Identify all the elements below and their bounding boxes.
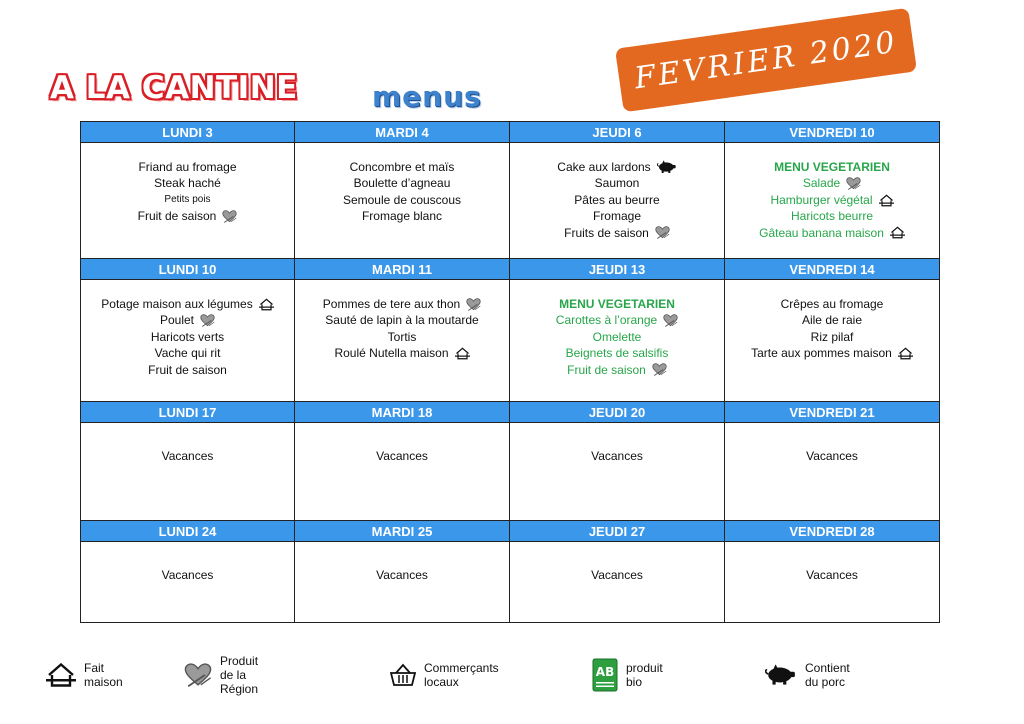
menu-item bbox=[811, 329, 854, 345]
menu-item bbox=[770, 192, 893, 208]
day-menu bbox=[510, 542, 724, 622]
menu-item-text: Steak haché bbox=[154, 176, 221, 191]
day-menu bbox=[725, 280, 939, 401]
day-header: JEUDI 20 bbox=[510, 402, 724, 423]
menu-item bbox=[556, 312, 678, 328]
menu-item bbox=[334, 345, 469, 361]
legend-item bbox=[592, 658, 663, 692]
region-heart-icon bbox=[655, 225, 670, 240]
day-cell bbox=[295, 402, 510, 520]
day-cell bbox=[725, 521, 939, 622]
day-cell bbox=[510, 259, 725, 401]
menu-type-label bbox=[774, 159, 890, 175]
day-menu bbox=[725, 542, 939, 622]
menu-item bbox=[802, 312, 862, 328]
day-header: VENDREDI 14 bbox=[725, 259, 939, 280]
day-menu bbox=[81, 423, 294, 520]
legend-item bbox=[390, 658, 499, 692]
house-icon bbox=[259, 297, 274, 312]
menu-item bbox=[751, 345, 913, 361]
menu-item-text: Fruit de saison bbox=[137, 209, 217, 224]
menu-item bbox=[164, 192, 210, 208]
day-cell bbox=[81, 521, 295, 622]
menu-item-text: Vacances bbox=[161, 568, 214, 582]
organic-ab-icon bbox=[592, 658, 618, 692]
menu-item-text: Saumon bbox=[594, 176, 640, 191]
menu-item bbox=[566, 345, 669, 361]
day-menu bbox=[81, 143, 294, 258]
menu-item-text: Vacances bbox=[376, 449, 428, 463]
menu-item-text: Fruit de saison bbox=[567, 362, 646, 377]
menu-item-text: Friand au fromage bbox=[138, 160, 237, 174]
month-label: FEVRIER 2020 bbox=[632, 24, 900, 96]
menu-item-text: Pommes de tere aux thon bbox=[322, 297, 461, 311]
menu-item-text: Vacances bbox=[806, 568, 858, 582]
day-header: JEUDI 6 bbox=[510, 122, 724, 143]
menu-item bbox=[806, 448, 858, 464]
pig-icon bbox=[765, 664, 797, 686]
region-heart-icon bbox=[466, 297, 481, 312]
month-badge bbox=[615, 8, 917, 113]
legend-label: Contient du porc bbox=[805, 661, 850, 689]
menu-item-text: Crêpes au fromage bbox=[780, 297, 884, 311]
day-menu bbox=[81, 280, 294, 401]
day-cell bbox=[725, 122, 939, 258]
menu-calendar-grid bbox=[80, 121, 940, 623]
legend-label: Fait maison bbox=[84, 661, 123, 689]
menu-item-text: Haricots verts bbox=[150, 329, 225, 344]
day-cell bbox=[295, 122, 510, 258]
menu-item bbox=[155, 345, 221, 361]
menu-item-text: Concombre et maïs bbox=[349, 160, 455, 174]
menu-item-text: Beignets de salsifis bbox=[565, 346, 669, 361]
menu-item-text: Haricots beurre bbox=[790, 209, 874, 224]
day-cell bbox=[725, 402, 939, 520]
menu-item bbox=[781, 296, 884, 312]
menu-item bbox=[138, 208, 238, 224]
day-header: JEUDI 13 bbox=[510, 259, 724, 280]
menu-item-text: Tarte aux pommes maison bbox=[751, 346, 892, 361]
page-title: A LA CANTINE bbox=[50, 70, 298, 106]
region-heart-icon bbox=[652, 362, 667, 377]
day-header: MARDI 18 bbox=[295, 402, 509, 423]
day-header: MARDI 4 bbox=[295, 122, 509, 143]
day-menu bbox=[510, 423, 724, 520]
menu-item bbox=[593, 208, 641, 224]
region-heart-icon bbox=[200, 313, 215, 328]
menu-item-text: Cake aux lardons bbox=[557, 160, 651, 174]
menu-item-text: Semoule de couscous bbox=[342, 192, 462, 207]
menu-item-text: MENU VEGETARIEN bbox=[559, 297, 675, 311]
menu-item-text: Tortis bbox=[387, 329, 417, 344]
menu-item bbox=[162, 448, 214, 464]
week-row bbox=[81, 401, 939, 520]
week-row bbox=[81, 520, 939, 622]
menu-item bbox=[162, 567, 214, 583]
day-cell bbox=[81, 402, 295, 520]
page-subtitle: menus bbox=[372, 80, 482, 113]
menu-item bbox=[791, 208, 873, 224]
menu-item bbox=[151, 329, 224, 345]
legend-item bbox=[46, 658, 123, 692]
menu-item-text: Carottes à l’orange bbox=[555, 313, 658, 328]
day-cell bbox=[81, 259, 295, 401]
menu-item-text: Vacances bbox=[591, 568, 643, 582]
day-menu bbox=[510, 280, 724, 401]
day-menu bbox=[510, 143, 724, 258]
menu-item bbox=[376, 448, 428, 464]
day-header: LUNDI 17 bbox=[81, 402, 294, 423]
menu-item bbox=[101, 296, 273, 312]
menu-item bbox=[376, 567, 428, 583]
menu-item bbox=[564, 225, 670, 241]
day-menu bbox=[295, 280, 509, 401]
day-header: JEUDI 27 bbox=[510, 521, 724, 542]
menu-item-text: Vacances bbox=[806, 449, 858, 463]
week-row bbox=[81, 122, 939, 258]
pig-icon bbox=[657, 160, 677, 174]
region-heart-icon bbox=[222, 209, 237, 224]
menu-item-text: Roulé Nutella maison bbox=[334, 346, 449, 361]
menu-item bbox=[138, 159, 236, 175]
menu-item bbox=[574, 192, 659, 208]
day-header: LUNDI 24 bbox=[81, 521, 294, 542]
day-cell bbox=[295, 521, 510, 622]
menu-item bbox=[591, 567, 643, 583]
house-icon bbox=[455, 346, 470, 361]
basket-icon bbox=[390, 663, 416, 687]
menu-item-text: Hamburger végétal bbox=[770, 192, 873, 207]
menu-type-label bbox=[559, 296, 675, 312]
day-menu bbox=[295, 542, 509, 622]
day-header: LUNDI 10 bbox=[81, 259, 294, 280]
day-cell bbox=[510, 402, 725, 520]
menu-item-text: Pâtes au beurre bbox=[574, 192, 660, 207]
legend-label: produit bio bbox=[626, 661, 663, 689]
week-row bbox=[81, 258, 939, 401]
house-icon bbox=[46, 663, 76, 687]
region-heart-icon bbox=[184, 662, 212, 688]
menu-item bbox=[388, 329, 417, 345]
legend-label: Produit de la Région bbox=[220, 654, 259, 696]
day-header: VENDREDI 10 bbox=[725, 122, 939, 143]
menu-item bbox=[806, 567, 858, 583]
menu-item-text: Vache qui rit bbox=[154, 346, 221, 361]
menu-item bbox=[591, 448, 643, 464]
svg-text:AB: AB bbox=[595, 665, 615, 679]
menu-item bbox=[160, 312, 215, 328]
menu-item-text: Omelette bbox=[592, 329, 642, 344]
menu-item bbox=[323, 296, 481, 312]
day-cell bbox=[295, 259, 510, 401]
menu-item-text: Poulet bbox=[159, 313, 195, 328]
menu-item-text: Potage maison aux légumes bbox=[101, 297, 253, 311]
menu-item bbox=[759, 225, 905, 241]
menu-item bbox=[148, 362, 227, 378]
day-header: VENDREDI 28 bbox=[725, 521, 939, 542]
menu-item bbox=[593, 329, 642, 345]
menu-item-text: Fromage bbox=[592, 209, 642, 224]
house-icon bbox=[890, 225, 905, 240]
menu-item bbox=[154, 175, 221, 191]
menu-item-text: Sauté de lapin à la moutarde bbox=[325, 313, 479, 328]
house-icon bbox=[898, 346, 913, 361]
menu-item-text: Vacances bbox=[376, 568, 428, 582]
day-menu bbox=[295, 143, 509, 258]
menu-item-text: Petits pois bbox=[164, 193, 211, 205]
day-cell bbox=[81, 122, 295, 258]
day-menu bbox=[725, 143, 939, 258]
menu-item bbox=[354, 175, 451, 191]
menu-item-text: Vacances bbox=[161, 449, 214, 463]
menu-item bbox=[343, 192, 461, 208]
day-header: VENDREDI 21 bbox=[725, 402, 939, 423]
legend-item bbox=[184, 654, 259, 696]
day-menu bbox=[295, 423, 509, 520]
menu-item bbox=[557, 159, 676, 175]
menu-item bbox=[350, 159, 455, 175]
menu-item-text: Salade bbox=[802, 176, 841, 191]
day-header: MARDI 11 bbox=[295, 259, 509, 280]
house-icon bbox=[879, 193, 894, 208]
menu-item-text: Aile de raie bbox=[801, 313, 863, 328]
menu-item-text: Boulette d’agneau bbox=[353, 176, 451, 191]
legend-label: Commerçants locaux bbox=[424, 661, 499, 689]
region-heart-icon bbox=[846, 176, 861, 191]
menu-item bbox=[325, 312, 478, 328]
menu-item bbox=[803, 175, 861, 191]
region-heart-icon bbox=[663, 313, 678, 328]
day-header: LUNDI 3 bbox=[81, 122, 294, 143]
menu-item bbox=[595, 175, 640, 191]
menu-item-text: Vacances bbox=[591, 449, 643, 463]
day-cell bbox=[725, 259, 939, 401]
menu-item-text: MENU VEGETARIEN bbox=[774, 160, 890, 174]
day-header: MARDI 25 bbox=[295, 521, 509, 542]
menu-item bbox=[567, 362, 667, 378]
menu-item-text: Fruit de saison bbox=[148, 362, 227, 377]
day-menu bbox=[725, 423, 939, 520]
day-cell bbox=[510, 122, 725, 258]
menu-item-text: Riz pilaf bbox=[810, 329, 854, 344]
day-menu bbox=[81, 542, 294, 622]
menu-item-text: Fruits de saison bbox=[564, 225, 649, 240]
menu-item bbox=[362, 208, 442, 224]
menu-item-text: Gâteau banana maison bbox=[759, 225, 884, 240]
day-cell bbox=[510, 521, 725, 622]
legend-item bbox=[765, 658, 850, 692]
menu-item-text: Fromage blanc bbox=[361, 209, 443, 224]
